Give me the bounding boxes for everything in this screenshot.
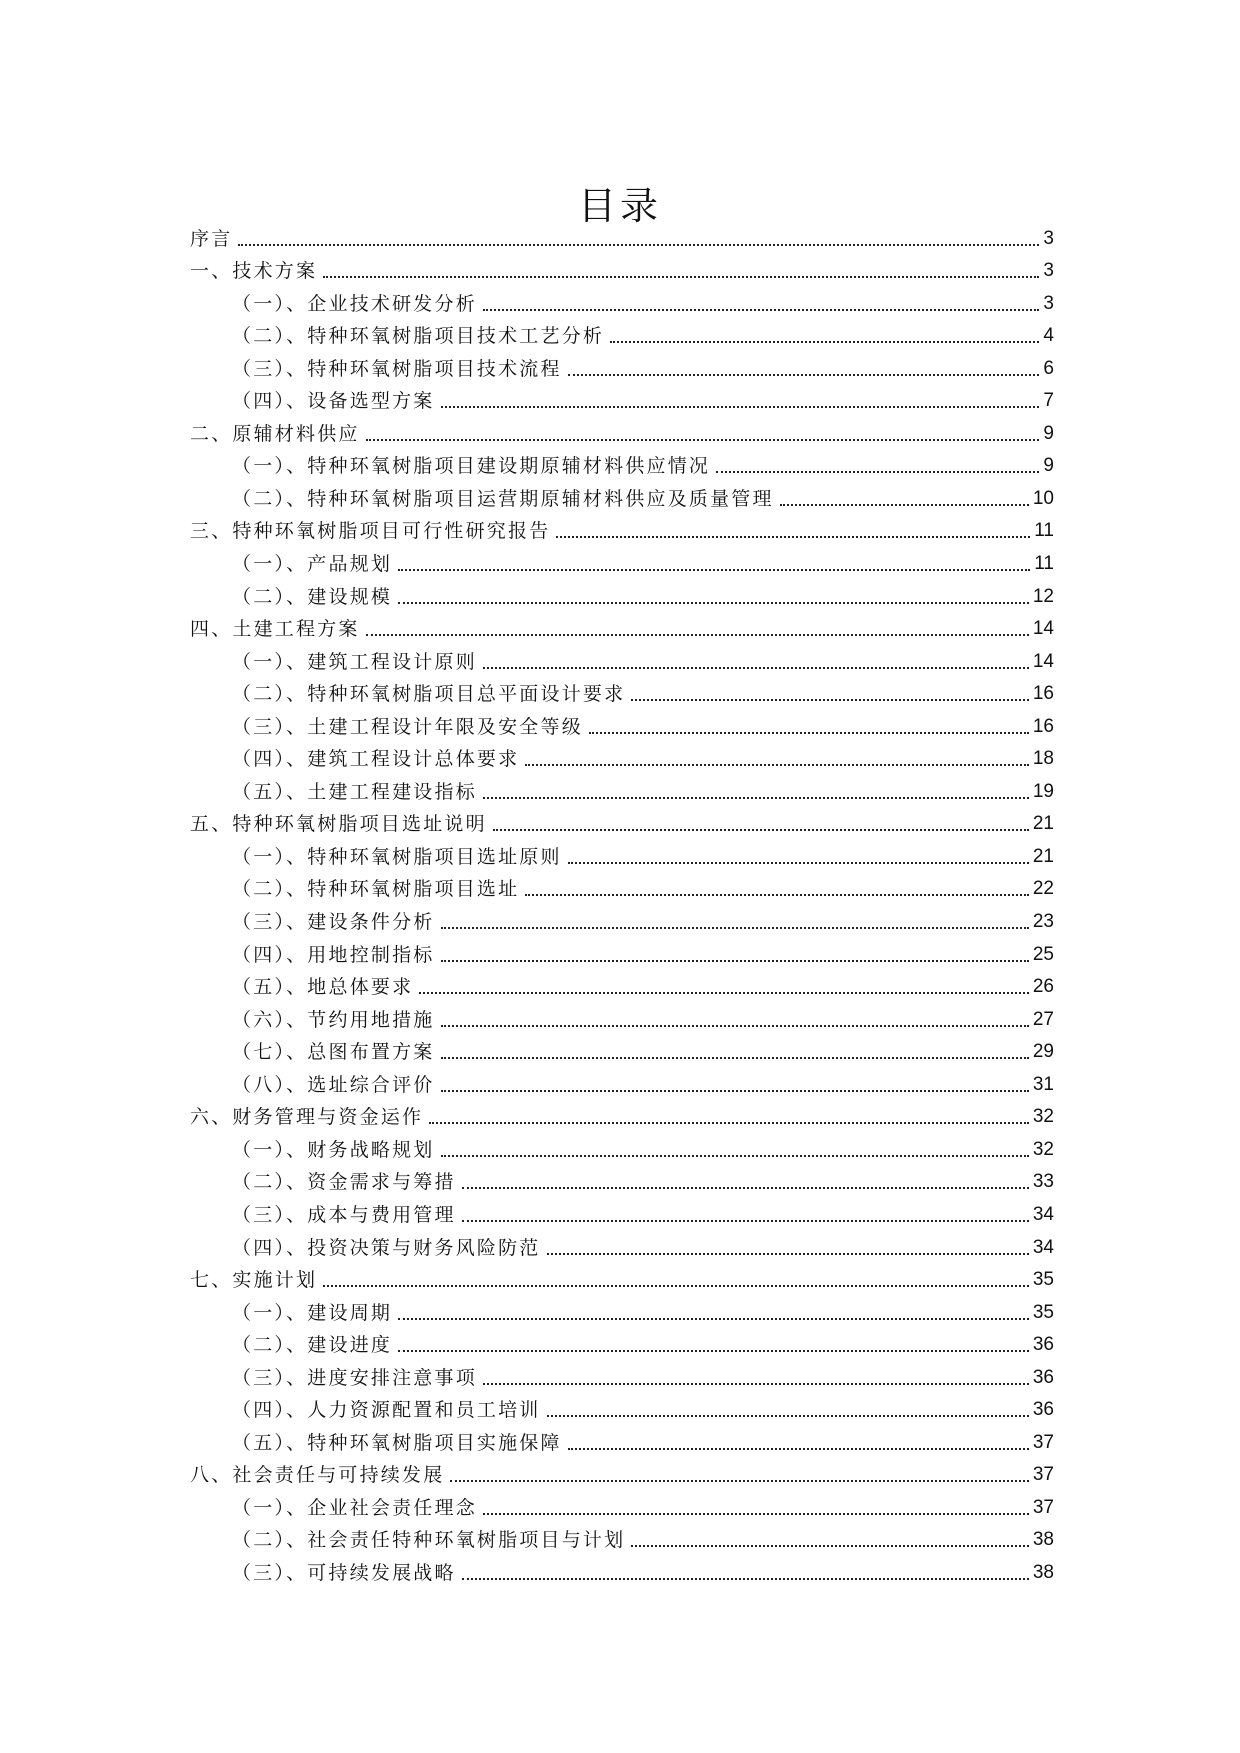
toc-entry-page-number: 3 [1043, 227, 1054, 249]
toc-entry-page-number: 18 [1032, 748, 1054, 770]
toc-entry-label: （一）、产品规划 [232, 553, 393, 576]
toc-entry-section[interactable] [190, 642, 1054, 675]
toc-dot-leader [589, 732, 1029, 734]
toc-entry-label: （一）、企业社会责任理念 [232, 1496, 477, 1519]
toc-entry-label: （一）、企业技术研发分析 [232, 292, 477, 315]
toc-entry-chapter[interactable] [190, 610, 1054, 643]
toc-entry-chapter[interactable] [190, 1456, 1054, 1489]
toc-dot-leader [568, 862, 1029, 864]
toc-dot-leader [323, 276, 1039, 278]
toc-dot-leader [441, 960, 1029, 962]
toc-entry-page-number: 35 [1032, 1269, 1054, 1291]
toc-entry-label: （三）、土建工程设计年限及安全等级 [232, 715, 583, 738]
toc-entry-section[interactable] [190, 1391, 1054, 1424]
toc-list [190, 219, 1054, 1586]
toc-entry-page-number: 36 [1032, 1366, 1054, 1388]
toc-entry-label: （二）、建设规模 [232, 585, 393, 608]
toc-entry-label: （二）、特种环氧树脂项目技术工艺分析 [232, 325, 605, 348]
toc-entry-label: （三）、进度安排注意事项 [232, 1366, 477, 1389]
toc-entry-label: （一）、财务战略规划 [232, 1138, 435, 1161]
toc-entry-page-number: 37 [1032, 1496, 1054, 1518]
toc-entry-label: 四、土建工程方案 [190, 618, 360, 641]
toc-entry-section[interactable] [190, 1423, 1054, 1456]
toc-entry-chapter[interactable] [190, 414, 1054, 447]
toc-entry-section[interactable] [190, 349, 1054, 382]
toc-entry-label: （三）、成本与费用管理 [232, 1203, 456, 1226]
toc-entry-section[interactable] [190, 447, 1054, 480]
toc-entry-chapter[interactable] [190, 1261, 1054, 1294]
toc-entry-page-number: 37 [1032, 1431, 1054, 1453]
toc-entry-page-number: 27 [1032, 1008, 1054, 1030]
toc-entry-label: （二）、特种环氧树脂项目运营期原辅材料供应及质量管理 [232, 487, 774, 510]
toc-dot-leader [493, 829, 1029, 831]
toc-entry-section[interactable] [190, 1065, 1054, 1098]
toc-entry-page-number: 34 [1032, 1203, 1054, 1225]
toc-entry-label: 序言 [190, 227, 233, 250]
toc-dot-leader [441, 1057, 1029, 1059]
toc-entry-label: 六、财务管理与资金运作 [190, 1106, 424, 1129]
toc-dot-leader [716, 471, 1039, 473]
toc-entry-section[interactable] [190, 1163, 1054, 1196]
toc-dot-leader [483, 1513, 1029, 1515]
toc-entry-section[interactable] [190, 837, 1054, 870]
toc-entry-page-number: 3 [1043, 292, 1054, 314]
toc-entry-section[interactable] [190, 382, 1054, 415]
toc-dot-leader [568, 1448, 1029, 1450]
toc-entry-label: （二）、资金需求与筹措 [232, 1171, 456, 1194]
toc-dot-leader [547, 1253, 1029, 1255]
toc-dot-leader [419, 992, 1029, 994]
toc-entry-section[interactable] [190, 1228, 1054, 1261]
toc-entry-page-number: 11 [1034, 553, 1054, 575]
toc-dot-leader [429, 1122, 1029, 1124]
toc-entry-page-number: 19 [1032, 780, 1054, 802]
toc-entry-section[interactable] [190, 1326, 1054, 1359]
toc-entry-page-number: 32 [1032, 1138, 1054, 1160]
toc-entry-section[interactable] [190, 935, 1054, 968]
toc-entry-label: （三）、建设条件分析 [232, 911, 435, 934]
toc-entry-label: （五）、土建工程建设指标 [232, 780, 477, 803]
toc-dot-leader [610, 341, 1039, 343]
toc-entry-page-number: 36 [1032, 1334, 1054, 1356]
toc-dot-leader [525, 764, 1029, 766]
toc-entry-section[interactable] [190, 740, 1054, 773]
toc-entry-page-number: 11 [1034, 520, 1054, 542]
toc-entry-page-number: 21 [1032, 845, 1054, 867]
toc-dot-leader [483, 797, 1029, 799]
toc-entry-section[interactable] [190, 1000, 1054, 1033]
toc-dot-leader [450, 1480, 1028, 1482]
toc-entry-label: （八）、选址综合评价 [232, 1073, 435, 1096]
toc-dot-leader [525, 894, 1029, 896]
toc-entry-page-number: 6 [1043, 357, 1054, 379]
toc-entry-section[interactable] [190, 1553, 1054, 1586]
toc-entry-chapter[interactable] [190, 252, 1054, 285]
toc-entry-label: （四）、人力资源配置和员工培训 [232, 1399, 541, 1422]
toc-entry-page-number: 34 [1032, 1236, 1054, 1258]
toc-entry-section[interactable] [190, 968, 1054, 1001]
toc-dot-leader [631, 699, 1029, 701]
toc-entry-label: （四）、设备选型方案 [232, 390, 435, 413]
toc-entry-label: （一）、特种环氧树脂项目选址原则 [232, 845, 562, 868]
toc-entry-page-number: 9 [1043, 455, 1054, 477]
toc-entry-page-number: 23 [1032, 911, 1054, 933]
toc-entry-section[interactable] [190, 1293, 1054, 1326]
toc-dot-leader [366, 439, 1040, 441]
toc-entry-page-number: 14 [1032, 618, 1054, 640]
toc-entry-label: （四）、建筑工程设计总体要求 [232, 748, 520, 771]
toc-entry-label: 二、原辅材料供应 [190, 422, 360, 445]
toc-entry-page-number: 21 [1032, 813, 1054, 835]
toc-dot-leader [398, 1350, 1029, 1352]
toc-entry-page-number: 38 [1032, 1561, 1054, 1583]
toc-dot-leader [547, 1415, 1029, 1417]
toc-entry-label: （五）、特种环氧树脂项目实施保障 [232, 1431, 562, 1454]
toc-entry-page-number: 12 [1032, 585, 1054, 607]
toc-dot-leader [441, 1090, 1029, 1092]
toc-entry-label: （二）、建设进度 [232, 1334, 393, 1357]
toc-dot-leader [631, 1545, 1029, 1547]
toc-title: 目录 [577, 184, 662, 229]
toc-entry-page-number: 32 [1032, 1106, 1054, 1128]
toc-entry-page-number: 36 [1032, 1399, 1054, 1421]
toc-dot-leader [568, 374, 1040, 376]
toc-entry-page-number: 31 [1032, 1073, 1054, 1095]
toc-dot-leader [366, 634, 1029, 636]
toc-entry-label: 五、特种环氧树脂项目选址说明 [190, 813, 487, 836]
toc-entry-section[interactable] [190, 772, 1054, 805]
toc-dot-leader [323, 1285, 1029, 1287]
toc-entry-section[interactable] [190, 317, 1054, 350]
toc-entry-section[interactable] [190, 284, 1054, 317]
toc-entry-section[interactable] [190, 1358, 1054, 1391]
toc-dot-leader [441, 1155, 1029, 1157]
toc-dot-leader [398, 602, 1029, 604]
toc-entry-section[interactable] [190, 870, 1054, 903]
toc-entry-section[interactable] [190, 544, 1054, 577]
toc-dot-leader [780, 504, 1029, 506]
toc-dot-leader [483, 1383, 1029, 1385]
toc-entry-page-number: 35 [1032, 1301, 1054, 1323]
toc-entry-page-number: 37 [1032, 1464, 1054, 1486]
toc-entry-label: （三）、特种环氧树脂项目技术流程 [232, 357, 562, 380]
toc-dot-leader [398, 569, 1030, 571]
toc-entry-page-number: 14 [1032, 650, 1054, 672]
toc-entry-section[interactable] [190, 1521, 1054, 1554]
toc-entry-page-number: 33 [1032, 1171, 1054, 1193]
toc-entry-section[interactable] [190, 707, 1054, 740]
toc-entry-section[interactable] [190, 1488, 1054, 1521]
toc-entry-page-number: 29 [1032, 1041, 1054, 1063]
toc-dot-leader [483, 667, 1029, 669]
toc-dot-leader [556, 536, 1030, 538]
toc-entry-section[interactable] [190, 1033, 1054, 1066]
toc-dot-leader [441, 406, 1040, 408]
toc-entry-page-number: 7 [1043, 390, 1054, 412]
toc-entry-page-number: 4 [1043, 325, 1054, 347]
toc-entry-section[interactable] [190, 577, 1054, 610]
toc-dot-leader [441, 1025, 1029, 1027]
toc-entry-label: 七、实施计划 [190, 1269, 318, 1292]
toc-entry-label: （一）、建设周期 [232, 1301, 393, 1324]
toc-entry-chapter[interactable] [190, 512, 1054, 545]
toc-entry-page-number: 38 [1032, 1529, 1054, 1551]
toc-entry-page-number: 3 [1043, 260, 1054, 282]
toc-entry-section[interactable] [190, 479, 1054, 512]
toc-entry-label: （二）、社会责任特种环氧树脂项目与计划 [232, 1529, 626, 1552]
toc-entry-label: （一）、建筑工程设计原则 [232, 650, 477, 673]
toc-entry-label: （六）、节约用地措施 [232, 1008, 435, 1031]
toc-entry-label: （七）、总图布置方案 [232, 1041, 435, 1064]
toc-dot-leader [441, 927, 1029, 929]
toc-entry-page-number: 26 [1032, 976, 1054, 998]
toc-entry-page-number: 22 [1032, 878, 1054, 900]
toc-entry-label: 八、社会责任与可持续发展 [190, 1464, 445, 1487]
toc-entry-chapter[interactable] [190, 219, 1054, 252]
toc-entry-section[interactable] [190, 1130, 1054, 1163]
toc-entry-label: （五）、地总体要求 [232, 976, 414, 999]
toc-entry-section[interactable] [190, 902, 1054, 935]
toc-entry-label: 一、技术方案 [190, 260, 318, 283]
toc-dot-leader [462, 1220, 1029, 1222]
toc-entry-chapter[interactable] [190, 805, 1054, 838]
toc-entry-chapter[interactable] [190, 1098, 1054, 1131]
toc-entry-label: 三、特种环氧树脂项目可行性研究报告 [190, 520, 551, 543]
toc-entry-label: （四）、投资决策与财务风险防范 [232, 1236, 541, 1259]
toc-entry-section[interactable] [190, 675, 1054, 708]
toc-dot-leader [483, 309, 1040, 311]
toc-dot-leader [462, 1187, 1029, 1189]
toc-entry-label: （三）、可持续发展战略 [232, 1561, 456, 1584]
toc-entry-page-number: 16 [1032, 683, 1054, 705]
toc-entry-page-number: 16 [1032, 715, 1054, 737]
toc-entry-page-number: 10 [1032, 487, 1054, 509]
toc-entry-label: （一）、特种环氧树脂项目建设期原辅材料供应情况 [232, 455, 711, 478]
toc-entry-page-number: 9 [1043, 422, 1054, 444]
toc-dot-leader [238, 244, 1039, 246]
toc-entry-label: （二）、特种环氧树脂项目总平面设计要求 [232, 683, 626, 706]
toc-dot-leader [462, 1578, 1029, 1580]
toc-entry-section[interactable] [190, 1195, 1054, 1228]
toc-dot-leader [398, 1318, 1029, 1320]
toc-entry-page-number: 25 [1032, 943, 1054, 965]
toc-entry-label: （二）、特种环氧树脂项目选址 [232, 878, 520, 901]
toc-entry-label: （四）、用地控制指标 [232, 943, 435, 966]
